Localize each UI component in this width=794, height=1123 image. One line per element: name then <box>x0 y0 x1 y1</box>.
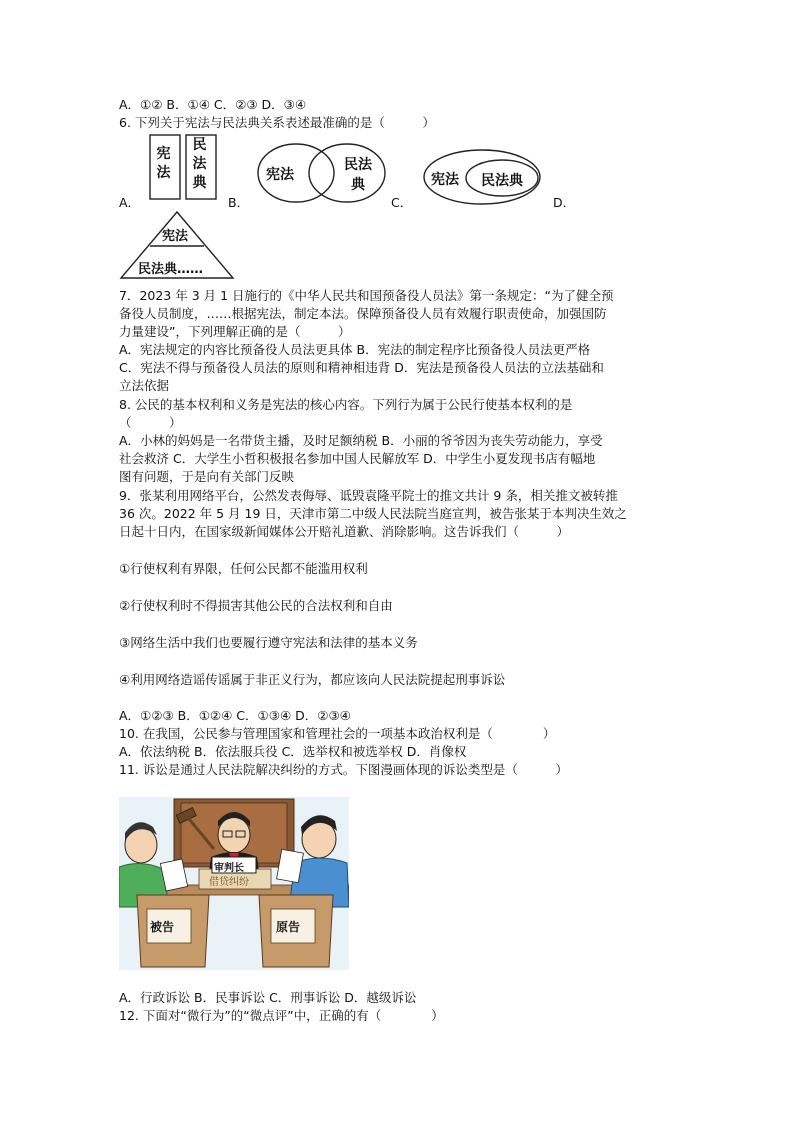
q5-options: A．①② B．①④ C．②③ D．③④ <box>119 97 307 112</box>
q6-a-civil-code-label: 民法典 <box>192 137 207 191</box>
q6-label-c: C． <box>391 195 413 210</box>
q6-d-constitution-label: 宪法 <box>162 229 189 244</box>
q9-statement-3: ③网络生活中我们也要履行遵守宪法和法律的基本义务 <box>119 635 418 650</box>
q9-statement-1: ①行使权利有界限，任何公民都不能滥用权利 <box>119 561 368 576</box>
q9-stem-line1: 9．张某利用网络平台，公然发表侮辱、诋毁袁隆平院士的推文共计 9 条，相关推文被转推 <box>119 488 618 503</box>
q6-d-civil-code-label: 民法典…… <box>138 262 204 277</box>
q10-stem: 10. 在我国，公民参与管理国家和管理社会的一项基本政治权利是（ ） <box>119 726 556 741</box>
q6-a-constitution-label: 宪法 <box>156 146 171 181</box>
cartoon-plaintiff-label: 原告 <box>276 920 301 934</box>
q9-statement-4: ④利用网络造谣传谣属于非正义行为，都应该向人民法院提起刑事诉讼 <box>119 672 506 687</box>
q6-label-a: A． <box>119 195 141 210</box>
q7-stem-line3: 力量建设”，下列理解正确的是（ ） <box>119 324 351 339</box>
q7-stem-line1: 7．2023 年 3 月 1 日施行的《中华人民共和国预备役人员法》第一条规定：“为了健全预 <box>119 288 614 303</box>
q6-b-constitution-label: 宪法 <box>266 167 294 183</box>
q12-stem: 12. 下面对“微行为”的“微点评”中，正确的有（ ） <box>119 1008 444 1023</box>
q10-options: A．依法纳税 B．依法服兵役 C．选举权和被选举权 D．肖像权 <box>119 744 467 759</box>
cartoon-case-label: 借贷纠纷 <box>209 877 249 888</box>
q9-stem-line3: 日起十日内，在国家级新闻媒体公开赔礼道歉、消除影响。这告诉我们（ ） <box>119 524 570 539</box>
q7-options-ab: A．宪法规定的内容比预备役人员法更具体 B．宪法的制定程序比预备役人员法更严格 <box>119 342 591 357</box>
q8-stem-line1: 8. 公民的基本权利和义务是宪法的核心内容。下列行为属于公民行使基本权利的是 <box>119 397 573 412</box>
cartoon-judge-label: 审判长 <box>214 863 244 874</box>
q6-c-constitution-label: 宪法 <box>431 172 459 188</box>
cartoon-plaintiff-paper <box>277 849 304 882</box>
q6-stem: 6. 下列关于宪法与民法典关系表述最准确的是（ ） <box>119 115 435 130</box>
q8-stem-line2: （ ） <box>119 415 182 430</box>
q8-options-line2: 社会救济 C．大学生小哲积极报名参加中国人民解放军 D．中学生小夏发现书店有幅地 <box>119 451 596 466</box>
q6-c-civil-code-label: 民法典 <box>481 173 523 189</box>
q11-stem: 11. 诉讼是通过人民法院解决纠纷的方式。下图漫画体现的诉讼类型是（ ） <box>119 762 568 777</box>
q9-stem-line2: 36 次。2022 年 5 月 19 日，天津市第二中级人民法院当庭宣判，被告张某于本判决生效之 <box>119 506 627 521</box>
q9-statement-2: ②行使权利时不得损害其他公民的合法权利和自由 <box>119 598 393 613</box>
q6-label-b: B． <box>228 195 250 210</box>
q6-label-d: D． <box>553 195 576 210</box>
q9-options: A．①②③ B．①②④ C．①③④ D．②③④ <box>119 708 351 723</box>
q8-options-line3: 图有问题，于是向有关部门反映 <box>119 469 295 484</box>
q11-options: A．行政诉讼 B．民事诉讼 C．刑事诉讼 D．越级诉讼 <box>119 990 417 1005</box>
q8-options-line1: A．小林的妈妈是一名带货主播，及时足额纳税 B．小丽的爷爷因为丧失劳动能力，享受 <box>119 433 603 448</box>
q7-options-cd-line2: 立法依据 <box>119 378 170 393</box>
q6-b-civil-code-label: 民法典 <box>344 157 372 193</box>
q7-options-cd-line1: C．宪法不得与预备役人员法的原则和精神相违背 D．宪法是预备役人员法的立法基础和 <box>119 360 604 375</box>
cartoon-defendant-label: 被告 <box>150 920 175 934</box>
q7-stem-line2: 备役人员制度，……根据宪法，制定本法。保障预备役人员有效履行职责使命，加强国防 <box>119 306 607 321</box>
